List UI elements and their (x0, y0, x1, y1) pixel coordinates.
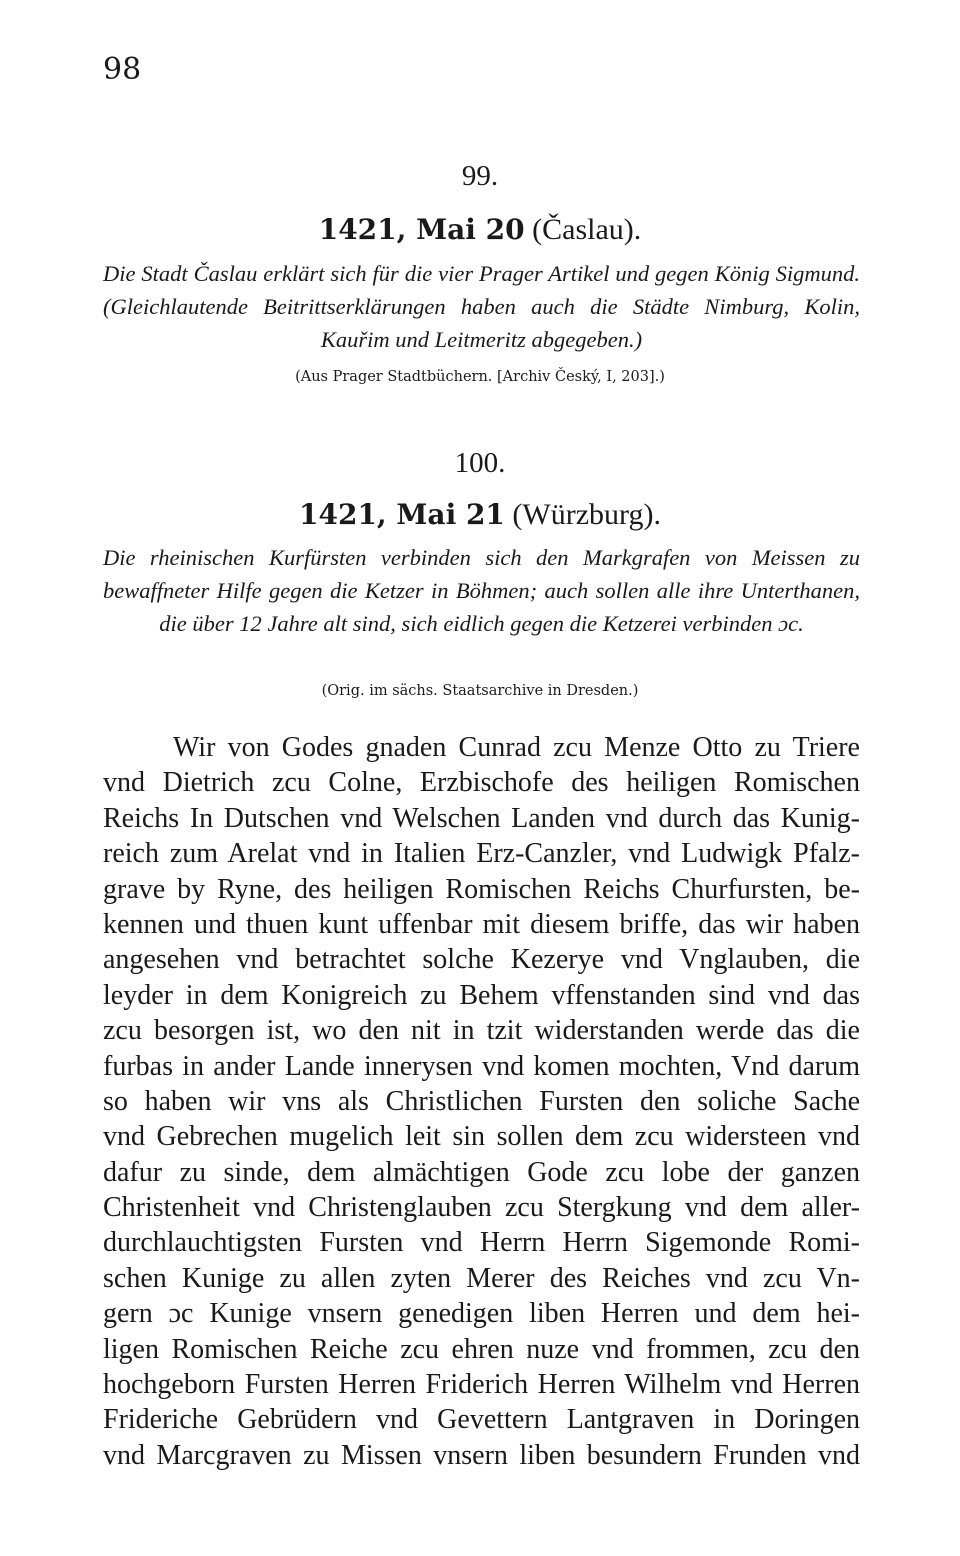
body-line: schen Kunige zu allen zyten Merer des Reiches vnd zcu Vn- (103, 1262, 860, 1294)
document-place: (Časlau). (532, 213, 642, 246)
body-line: durchlauchtigsten Fursten vnd Herrn Herrn Sigemonde Romi- (103, 1227, 860, 1259)
body-line: Christenheit vnd Christenglauben zcu Stergkung vnd dem aller- (103, 1192, 860, 1224)
document-date-heading (0, 213, 960, 247)
body-line: Reichs In Dutschen vnd Welschen Landen vnd durch das Kunig- (103, 802, 860, 834)
body-line: vnd Marcgraven zu Missen vnsern liben besundern Frunden vnd (103, 1439, 860, 1471)
page-number: 98 (103, 52, 142, 87)
document-number: 99. (461, 160, 499, 192)
body-line: so haben wir vns als Christlichen Fursten den soliche Sache (103, 1085, 860, 1117)
body-line: leyder in dem Konigreich zu Behem vffenstanden sind vnd das (103, 979, 860, 1011)
document-date-heading (0, 498, 960, 532)
body-line: vnd Gebrechen mugelich leit sin sollen dem zcu widersteen vnd (103, 1121, 860, 1153)
document-source: (Orig. im sächs. Staatsarchive in Dresden.) (321, 683, 639, 699)
body-line: furbas in ander Lande innerysen vnd komen mochten, Vnd darum (103, 1050, 860, 1082)
body-line: vnd Dietrich zcu Colne, Erzbischofe des heiligen Romischen (103, 767, 860, 799)
document-date: 1421, Mai 21 (299, 498, 505, 531)
body-line: angesehen vnd betrachtet solche Kezerye vnd Vnglauben, die (103, 944, 860, 976)
document-date: 1421, Mai 20 (318, 213, 525, 246)
body-line: kennen und thuen kunt uffenbar mit diesem briffe, das wir haben (103, 908, 860, 940)
body-line: Wir von Godes gnaden Cunrad zcu Menze Otto zu Triere (173, 732, 860, 763)
document-body (103, 730, 860, 1473)
document-source: (Aus Prager Stadtbüchern. [Archiv Český, I, 203].) (295, 369, 665, 385)
body-line: gern ɔc Kunige vnsern genedigen liben Herren und dem hei- (103, 1298, 860, 1330)
document-summary: Die rheinischen Kurfürsten verbinden sich den Markgrafen von Meissen zu bewaffneter Hilfe gegen die Ketzer in Böhmen; auch sollen alle ihre Unterthanen, die über 12 Jahre alt sind, sich eidlich gegen die Ketzerei verbinden ɔc. (103, 545, 860, 636)
document-number: 100. (454, 447, 506, 479)
body-line: hochgeborn Fursten Herren Friderich Herren Wilhelm vnd Herren (103, 1369, 860, 1401)
body-line: dafur zu sinde, dem almächtigen Gode zcu lobe der ganzen (103, 1156, 860, 1188)
document-summary: Die Stadt Časlau erklärt sich für die vier Prager Artikel und gegen König Sigmund. (Gleichlautende Beitrittserklärungen haben auch die Städte Nimburg, Kolin, Kauřim und Leitmeritz abgegeben.) (103, 261, 860, 352)
body-line: zcu besorgen ist, wo den nit in tzit widerstanden werde das die (103, 1015, 860, 1047)
body-line: grave by Ryne, des heiligen Romischen Reichs Churfursten, be- (103, 873, 860, 905)
body-line: ligen Romischen Reiche zcu ehren nuze vnd frommen, zcu den (103, 1333, 860, 1365)
body-line: Frideriche Gebrüdern vnd Gevettern Lantgraven in Doringen (103, 1404, 860, 1436)
body-line: reich zum Arelat vnd in Italien Erz-Canzler, vnd Ludwigk Pfalz- (103, 838, 860, 870)
document-place: (Würzburg). (512, 498, 661, 531)
